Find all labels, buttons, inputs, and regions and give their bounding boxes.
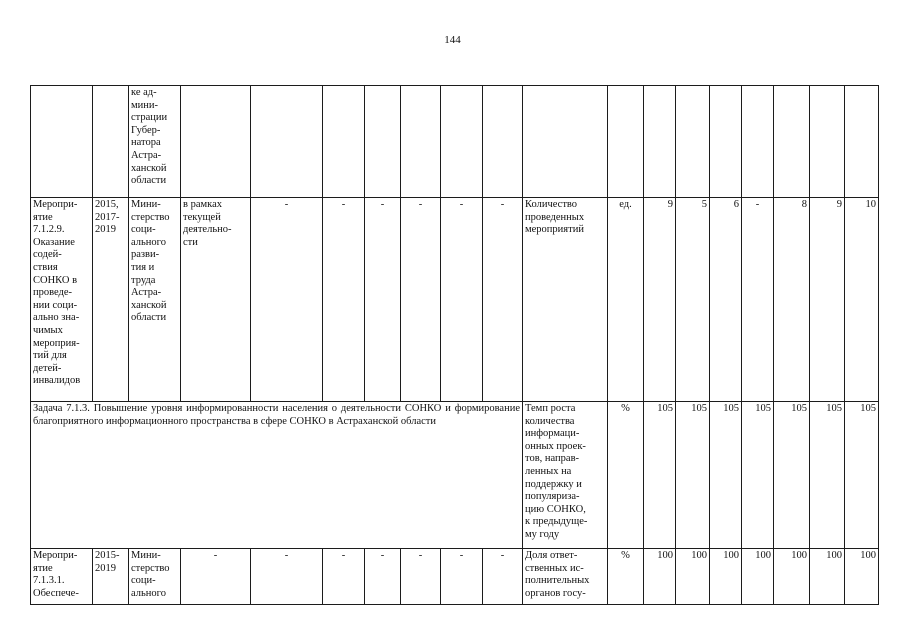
executor-cell: Мини- стерство соци- ального [129, 549, 181, 605]
amount-cell: - [251, 198, 323, 402]
amount-cell [365, 86, 401, 198]
value-cell [644, 86, 676, 198]
value-cell: 105 [676, 402, 710, 549]
indicator-cell: Доля ответ- ственных ис- полнительных органов госу- [523, 549, 608, 605]
value-cell: 100 [810, 549, 845, 605]
value-cell: 105 [774, 402, 810, 549]
amount-cell [251, 86, 323, 198]
amount-cell: - [401, 549, 441, 605]
value-cell: 6 [710, 198, 742, 402]
unit-cell: ед. [608, 198, 644, 402]
table-row [31, 402, 879, 549]
event-cell: Меропри- ятие 7.1.2.9. Оказание содей- ствия СОНКО в проведе- нии соци- ально зна- чимых мероприя- тий для детей- инвалидов [31, 198, 93, 402]
amount-cell: - [251, 549, 323, 605]
amount-cell: - [401, 198, 441, 402]
value-cell: 100 [845, 549, 879, 605]
task-cell: Задача 7.1.3. Повышение уровня информированности населения о деятельности СОНКО и формирование благоприятного информационного пространства в сфере СОНКО в Астраханской области [31, 402, 523, 549]
years-cell [93, 86, 129, 198]
page-number: 144 [444, 34, 461, 46]
value-cell: 8 [774, 198, 810, 402]
value-cell: - [742, 198, 774, 402]
value-cell [845, 86, 879, 198]
value-cell [810, 86, 845, 198]
value-cell: 105 [710, 402, 742, 549]
amount-cell: - [365, 549, 401, 605]
value-cell: 100 [774, 549, 810, 605]
indicator-cell: Количество проведенных мероприятий [523, 198, 608, 402]
amount-cell: - [483, 549, 523, 605]
value-cell: 5 [676, 198, 710, 402]
executor-cell: Мини- стерство соци- ального разви- тия и труда Астра- ханской области [129, 198, 181, 402]
amount-cell [483, 86, 523, 198]
value-cell: 105 [742, 402, 774, 549]
amount-cell [441, 86, 483, 198]
source-cell [181, 86, 251, 198]
value-cell: 105 [810, 402, 845, 549]
source-cell: - [181, 549, 251, 605]
unit-cell: % [608, 402, 644, 549]
value-cell: 10 [845, 198, 879, 402]
unit-cell: % [608, 549, 644, 605]
years-cell: 2015, 2017- 2019 [93, 198, 129, 402]
value-cell [676, 86, 710, 198]
amount-cell: - [441, 198, 483, 402]
amount-cell: - [365, 198, 401, 402]
table-row [31, 86, 879, 198]
value-cell [742, 86, 774, 198]
value-cell [774, 86, 810, 198]
value-cell: 100 [676, 549, 710, 605]
value-cell: 105 [644, 402, 676, 549]
value-cell: 100 [710, 549, 742, 605]
amount-cell: - [323, 198, 365, 402]
amount-cell [401, 86, 441, 198]
value-cell: 9 [810, 198, 845, 402]
unit-cell [608, 86, 644, 198]
amount-cell: - [483, 198, 523, 402]
event-cell [31, 86, 93, 198]
program-table [30, 85, 879, 605]
amount-cell: - [441, 549, 483, 605]
years-cell: 2015- 2019 [93, 549, 129, 605]
event-cell: Меропри- ятие 7.1.3.1. Обеспече- [31, 549, 93, 605]
amount-cell: - [323, 549, 365, 605]
indicator-cell [523, 86, 608, 198]
table-row [31, 198, 879, 402]
amount-cell [323, 86, 365, 198]
source-cell: в рамках текущей деятельно- сти [181, 198, 251, 402]
executor-cell: ке ад- мини- страции Губер- натора Астра- ханской области [129, 86, 181, 198]
indicator-cell: Темп роста количества информаци- онных проек- тов, направ- ленных на поддержку и популяриза- цию СОНКО, к предыдуще- му году [523, 402, 608, 549]
value-cell: 100 [742, 549, 774, 605]
value-cell [710, 86, 742, 198]
table-row [31, 549, 879, 605]
value-cell: 100 [644, 549, 676, 605]
value-cell: 9 [644, 198, 676, 402]
value-cell: 105 [845, 402, 879, 549]
